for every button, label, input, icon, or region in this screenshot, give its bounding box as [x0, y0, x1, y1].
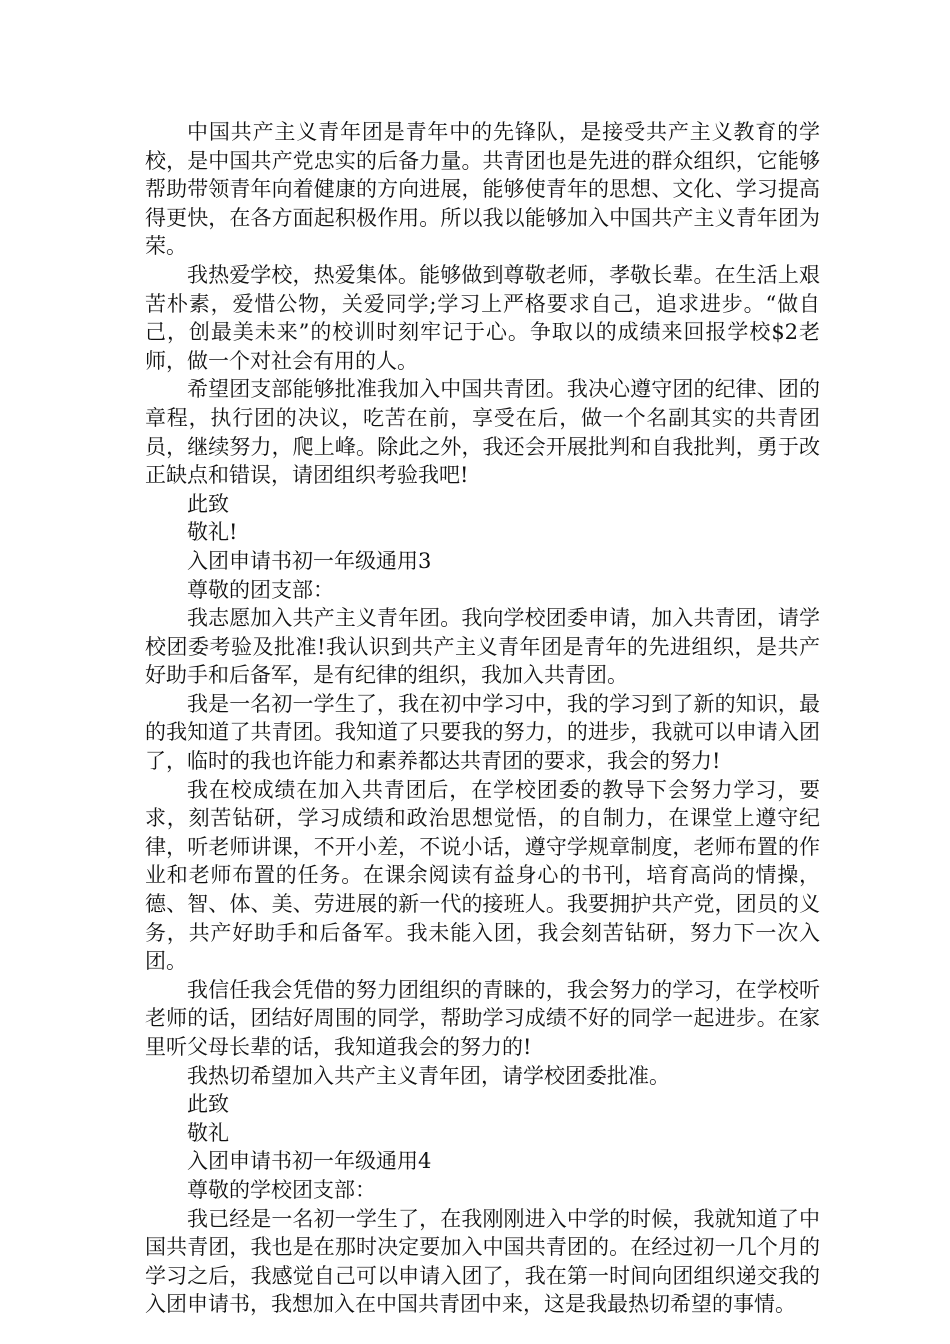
- section-heading: 入团申请书初一年级通用4: [187, 1149, 432, 1174]
- paragraph: 我在校成绩在加入共青团后，在学校团委的教导下会努力学习，要求，刻苦钻研，学习成绩和政治思想觉悟，的自制力，在课堂上遵守纪律，听老师讲课，不开小差，不说小话，遵守学规章制度，老师布置的作业和老师布置的任务。在课余阅读有益身心的书刊，培育高尚的情操，德、智、体、美、劳进展的新一代的接班人。我要拥护共产党，团员的义务，共产好助手和后备军。我未能入团，我会刻苦钻研，努力下一次入团。: [145, 777, 820, 974]
- paragraph: 我是一名初一学生了，我在初中学习中，我的学习到了新的知识，最的我知道了共青团。我知道了只要我的努力，的进步，我就可以申请入团了，临时的我也许能力和素养都达共青团的要求，我会的努力!: [145, 691, 820, 774]
- request-line: 我热切希望加入共产主义青年团，请学校团委批准。: [187, 1063, 670, 1088]
- paragraph: 我志愿加入共产主义青年团。我向学校团委申请，加入共青团，请学校团委考验及批准!我认识到共产主义青年团是青年的先进组织，是共产好助手和后备军，是有纪律的组织，我加入共青团。: [145, 606, 820, 688]
- paragraph: 希望团支部能够批准我加入中国共青团。我决心遵守团的纪律、团的章程，执行团的决议，吃苦在前，享受在后，做一个名副其实的共青团员，继续努力，爬上峰。除此之外，我还会开展批判和自我批判，勇于改正缺点和错误，请团组织考验我吧!: [145, 377, 820, 488]
- salutation: 尊敬的学校团支部：: [187, 1177, 376, 1202]
- closing-line: 此致: [187, 491, 229, 516]
- paragraph: 中国共产主义青年团是青年中的先锋队，是接受共产主义教育的学校，是中国共产党忠实的后备力量。共青团也是先进的群众组织，它能够帮助带领青年向着健康的方向进展，能够使青年的思想、文化、学习提高得更快，在各方面起积极作用。所以我以能够加入中国共产主义青年团为荣。: [145, 120, 820, 259]
- section-heading: 入团申请书初一年级通用3: [187, 548, 432, 573]
- paragraph: 我已经是一名初一学生了，在我刚刚进入中学的时候，我就知道了中国共青团，我也是在那时决定要加入中国共青团的。在经过初一几个月的学习之后，我感觉自己可以申请入团了，我在第一时间向团组织递交我的入团申请书，我想加入在中国共青团中来，这是我最热切希望的事情。: [145, 1206, 820, 1317]
- salutation: 尊敬的团支部：: [187, 577, 334, 602]
- paragraph: 我信任我会凭借的努力团组织的青睐的，我会努力的学习，在学校听老师的话，团结好周围的同学，帮助学习成绩不好的同学一起进步。在家里听父母长辈的话，我知道我会的努力的!: [145, 977, 820, 1059]
- closing-salute: 敬礼!: [187, 520, 238, 545]
- paragraph: 我热爱学校，热爱集体。能够做到尊敬老师，孝敬长辈。在生活上艰苦朴素，爱惜公物，关爱同学;学习上严格要求自己，追求进步。“做自己，创最美未来”的校训时刻牢记于心。争取以的成绩来回报学校$2老师，做一个对社会有用的人。: [145, 262, 820, 373]
- closing-salute: 敬礼: [187, 1120, 229, 1145]
- closing-line: 此致: [187, 1092, 229, 1117]
- document-page: [145, 118, 820, 1319]
